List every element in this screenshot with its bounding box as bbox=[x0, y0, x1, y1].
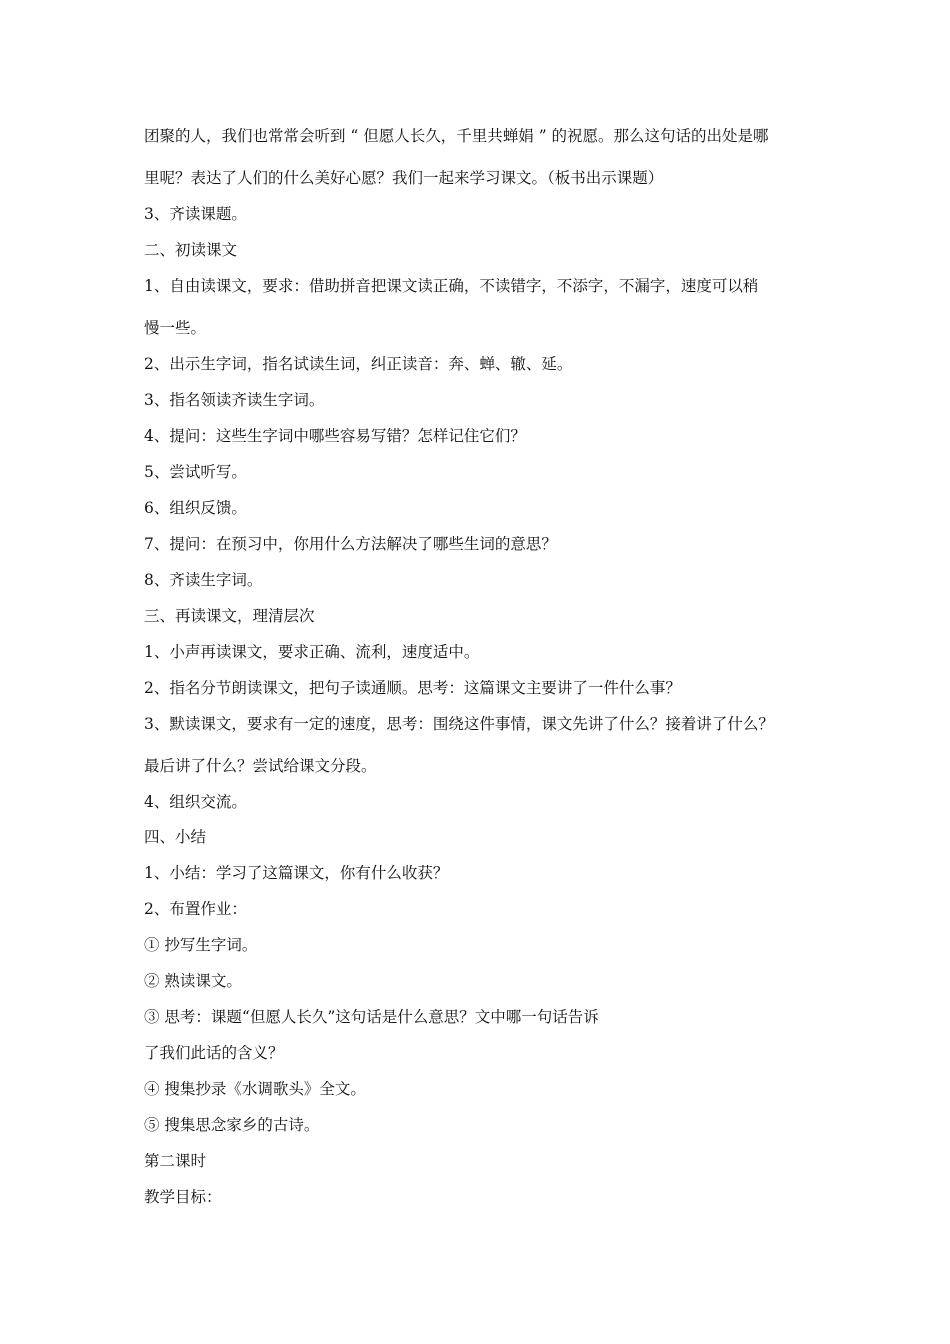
text-line: 最后讲了什么？尝试给课文分段。 bbox=[144, 757, 377, 775]
text-line: 4、组织交流。 bbox=[144, 793, 247, 811]
text-line: 1、自由读课文，要求：借助拼音把课文读正确，不读错字，不添字，不漏字，速度可以稍 bbox=[144, 277, 759, 295]
homework-item: ② 熟读课文。 bbox=[144, 972, 242, 990]
text-line: 8、齐读生字词。 bbox=[144, 571, 263, 589]
text-line: 3、默读课文，要求有一定的速度，思考：围绕这件事情，课文先讲了什么？接着讲了什么？ bbox=[144, 715, 774, 733]
text-line: 1、小声再读课文，要求正确、流利，速度适中。 bbox=[144, 643, 480, 661]
homework-item: ① 抄写生字词。 bbox=[144, 936, 258, 954]
section-heading: 二、初读课文 bbox=[144, 241, 238, 259]
homework-item: ④ 搜集抄录《水调歌头》全文。 bbox=[144, 1080, 366, 1098]
text-line: 了我们此话的含义？ bbox=[144, 1044, 284, 1062]
text-line: 团聚的人，我们也常常会听到 “ 但愿人长久，千里共蝉娟 ” 的祝愿。那么这句话的出处是哪 bbox=[144, 127, 769, 145]
section-heading: 三、再读课文，理清层次 bbox=[144, 607, 315, 625]
text-line: 4、提问：这些生字词中哪些容易写错？怎样记住它们？ bbox=[144, 427, 526, 445]
text-line: 6、组织反馈。 bbox=[144, 499, 247, 517]
text-line: 3、指名领读齐读生字词。 bbox=[144, 391, 325, 409]
homework-item: ⑤ 搜集思念家乡的古诗。 bbox=[144, 1116, 320, 1134]
text-line: 5、尝试听写。 bbox=[144, 463, 247, 481]
text-line: 里呢？表达了人们的什么美好心愿？我们一起来学习课文。（板书出示课题） bbox=[144, 169, 664, 187]
text-line: 3、齐读课题。 bbox=[144, 205, 247, 223]
text-line: 2、布置作业： bbox=[144, 900, 247, 918]
homework-item: ③ 思考：课题“但愿人长久”这句话是什么意思？文中哪一句话告诉 bbox=[144, 1008, 599, 1026]
section-heading: 教学目标： bbox=[144, 1188, 222, 1206]
text-line: 2、指名分节朗读课文，把句子读通顺。思考：这篇课文主要讲了一件什么事？ bbox=[144, 679, 681, 697]
section-heading: 四、小结 bbox=[144, 828, 207, 846]
text-line: 7、提问：在预习中，你用什么方法解决了哪些生词的意思？ bbox=[144, 535, 557, 553]
text-line: 慢一些。 bbox=[144, 319, 207, 337]
text-line: 2、出示生字词，指名试读生词，纠正读音：奔、蝉、辙、延。 bbox=[144, 355, 573, 373]
section-heading: 第二课时 bbox=[144, 1152, 207, 1170]
text-line: 1、小结：学习了这篇课文，你有什么收获？ bbox=[144, 864, 449, 882]
